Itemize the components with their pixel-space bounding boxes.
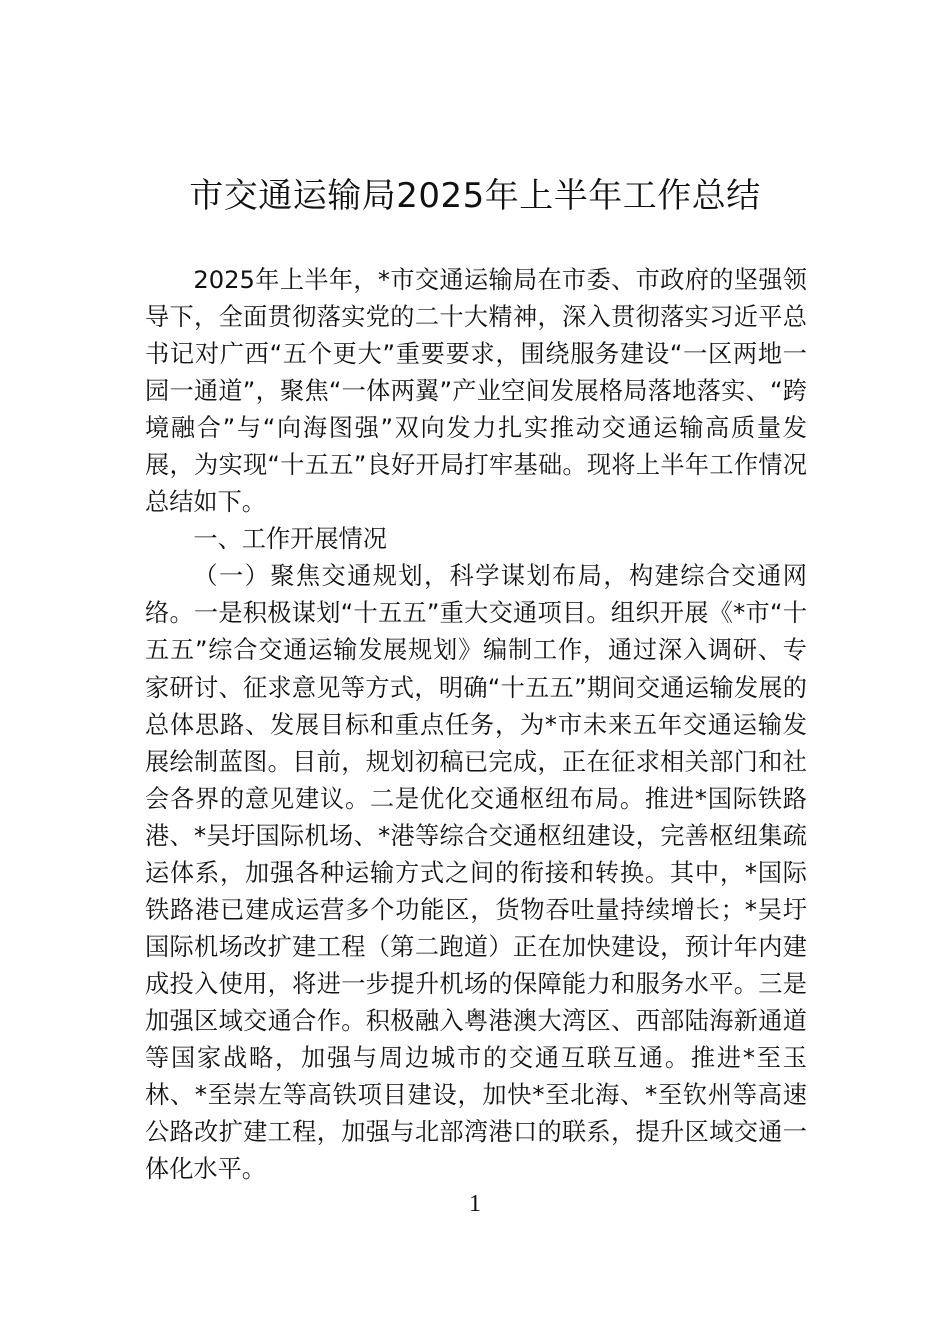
- section-heading: 一、工作开展情况: [193, 525, 387, 554]
- document-title: 市交通运输局2025年上半年工作总结: [189, 176, 761, 216]
- document-body: [145, 262, 807, 1188]
- intro-paragraph: 2025年上半年，*市交通运输局在市委、市政府的坚强领导下，全面贯彻落实党的二十大精神，深入贯彻落实习近平总书记对广西“五个更大”重要要求，围绕服务建设“一区两地一园一通道”，聚焦“一体两翼”产业空间发展格局落地落实、“跨境融合”与“向海图强”双向发力扎实推动交通运输高质量发展，为实现“十五五”良好开局打牢基础。现将上半年工作情况总结如下。: [145, 266, 807, 517]
- subsection-paragraph: （一）聚焦交通规划，科学谋划布局，构建综合交通网络。一是积极谋划“十五五”重大交通项目。组织开展《*市“十五五”综合交通运输发展规划》编制工作，通过深入调研、专家研讨、征求意见等方式，明确“十五五”期间交通运输发展的总体思路、发展目标和重点任务，为*市未来五年交通运输发展绘制蓝图。目前，规划初稿已完成，正在征求相关部门和社会各界的意见建议。二是优化交通枢纽布局。推进*国际铁路港、*吴圩国际机场、*港等综合交通枢纽建设，完善枢纽集疏运体系，加强各种运输方式之间的衔接和转换。其中，*国际铁路港已建成运营多个功能区，货物吞吐量持续增长；*吴圩国际机场改扩建工程（第二跑道）正在加快建设，预计年内建成投入使用，将进一步提升机场的保障能力和服务水平。三是加强区域交通合作。积极融入粤港澳大湾区、西部陆海新通道等国家战略，加强与周边城市的交通互联互通。推进*至玉林、*至崇左等高铁项目建设，加快*至北海、*至钦州等高速公路改扩建工程，加强与北部湾港口的联系，提升区域交通一体化水平。: [145, 562, 807, 1184]
- page-number: 1: [469, 1191, 481, 1217]
